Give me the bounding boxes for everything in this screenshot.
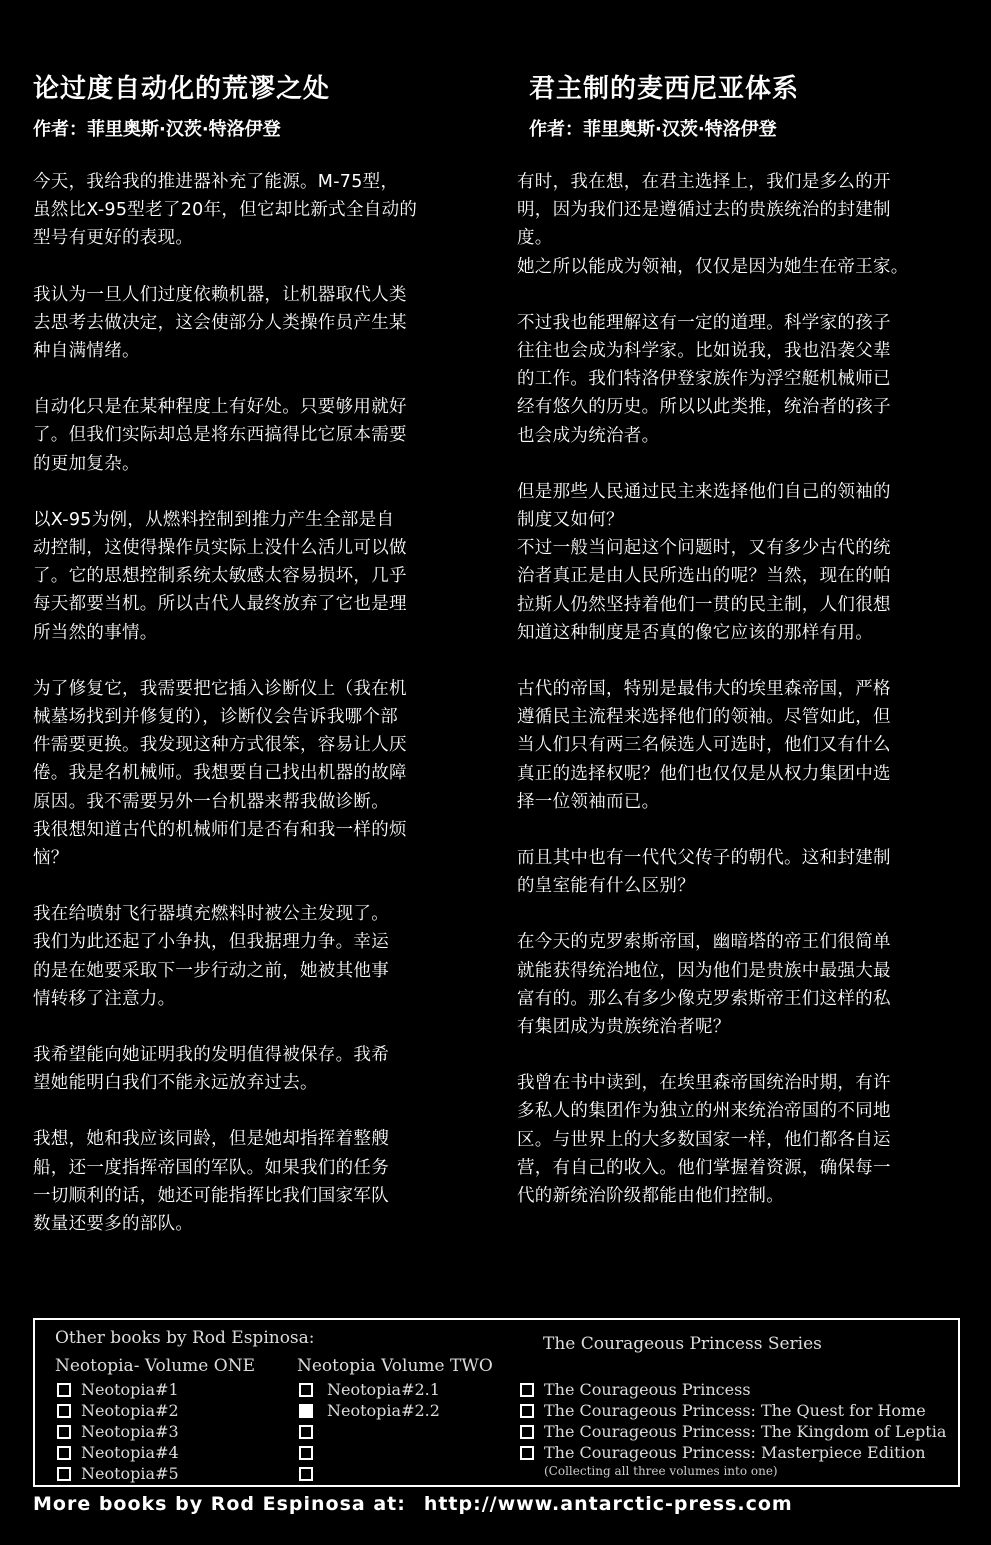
princess-series-list <box>520 1379 946 1479</box>
princess-series-title: The Courageous Princess Series <box>543 1334 822 1354</box>
footer <box>33 1493 963 1515</box>
list-item[interactable]: The Courageous Princess <box>520 1379 946 1400</box>
article-byline: 作者：菲里奥斯·汉茨·特洛伊登 <box>33 119 281 140</box>
checkbox-icon[interactable] <box>520 1404 534 1418</box>
paragraph: 今天，我给我的推进器补充了能源。M-75型， 虽然比X-95型老了20年，但它却比新式全自动的 型号有更好的表现。 <box>33 172 418 249</box>
list-item[interactable]: Neotopia#4 <box>57 1442 179 1463</box>
checkbox-icon[interactable] <box>57 1404 71 1418</box>
other-books-box <box>33 1318 960 1487</box>
list-item[interactable] <box>299 1463 440 1484</box>
paragraph: 我曾在书中读到，在埃里森帝国统治时期，有许 多私人的集团作为独立的州来统治帝国的不同地 区。与世界上的大多数国家一样，他们都各自运 营，有自己的收入。他们掌握着资源，确保每一 代的新统治阶级都能由他们控制。 <box>517 1073 891 1207</box>
checkbox-icon[interactable] <box>57 1446 71 1460</box>
paragraph: 以X-95为例，从燃料控制到推力产生全部是自 动控制，这使得操作员实际上没什么活儿可以做 了。它的思想控制系统太敏感太容易损坏，几乎 每天都要当机。所以古代人最终放弃了它也是理 所当然的事情。 <box>33 509 407 643</box>
checkbox-icon[interactable] <box>299 1383 313 1397</box>
article-body <box>33 168 417 1266</box>
article-body <box>517 168 909 1238</box>
paragraph: 为了修复它，我需要把它插入诊断仪上（我在机 械墓场找到并修复的），诊断仪会告诉我哪个部 件需要更换。我发现这种方式很笨，容易让人厌 倦。我是名机械师。我想要自己找出机器的故障 原因。我不需要另外一台机器来帮我做诊断。 我很想知道古代的机械师们是否有和我一样的烦 恼？ <box>33 678 407 869</box>
paragraph: 我希望能向她证明我的发明值得被保存。我希 望她能明白我们不能永远放弃过去。 <box>33 1045 389 1094</box>
list-item[interactable]: Neotopia#2 <box>57 1400 179 1421</box>
list-item[interactable]: Neotopia#3 <box>57 1421 179 1442</box>
checkbox-icon[interactable] <box>520 1383 534 1397</box>
checkbox-icon[interactable] <box>520 1425 534 1439</box>
volume-two-title: Neotopia Volume TWO <box>297 1356 493 1376</box>
checkbox-icon[interactable] <box>520 1446 534 1460</box>
checkbox-icon[interactable] <box>299 1425 313 1439</box>
list-item[interactable]: Neotopia#2.1 <box>299 1379 440 1400</box>
paragraph: 我想，她和我应该同龄，但是她却指挥着整艘 船，还一度指挥帝国的军队。如果我们的任务 一切顺利的话，她还可能指挥比我们国家军队 数量还要多的部队。 <box>33 1129 389 1235</box>
checkbox-filled-icon[interactable] <box>299 1404 313 1418</box>
list-item[interactable]: The Courageous Princess: Masterpiece Edition <box>520 1442 946 1463</box>
paragraph: 但是那些人民通过民主来选择他们自己的领袖的 制度又如何？ 不过一般当问起这个问题时，又有多少古代的统 治者真正是由人民所选出的呢？当然，现在的帕 拉斯人仍然坚持着他们一贯的民主制，人们很想 知道这种制度是否真的像它应该的那样有用。 <box>517 481 891 643</box>
checkbox-icon[interactable] <box>57 1383 71 1397</box>
list-item-note: (Collecting all three volumes into one) <box>544 1464 778 1478</box>
checkbox-icon[interactable] <box>299 1467 313 1481</box>
checkbox-icon[interactable] <box>299 1446 313 1460</box>
article-title: 君主制的麦西尼亚体系 <box>529 74 800 104</box>
paragraph: 古代的帝国，特别是最伟大的埃里森帝国，严格 遵循民主流程来选择他们的领袖。尽管如此，但 当人们只有两三名候选人可选时，他们又有什么 真正的选择权呢？他们也仅仅是从权力集团中选 择一位领袖而已。 <box>517 679 891 812</box>
paragraph: 而且其中也有一代代父传子的朝代。这和封建制 的皇室能有什么区别？ <box>517 848 891 897</box>
footer-label: More books by Rod Espinosa at: <box>33 1493 406 1515</box>
paragraph: 自动化只是在某种程度上有好处。只要够用就好 了。但我们实际却总是将东西搞得比它原本需要 的更加复杂。 <box>33 397 407 474</box>
list-item[interactable]: The Courageous Princess: The Quest for Home <box>520 1400 946 1421</box>
article-title: 论过度自动化的荒谬之处 <box>33 74 331 104</box>
article-byline: 作者：菲里奥斯·汉茨·特洛伊登 <box>529 119 777 140</box>
paragraph: 我在给喷射飞行器填充燃料时被公主发现了。 我们为此还起了小争执，但我据理力争。幸运 的是在她要采取下一步行动之前，她被其他事 情转移了注意力。 <box>33 904 389 1009</box>
paragraph: 在今天的克罗索斯帝国，幽暗塔的帝王们很简单 就能获得统治地位，因为他们是贵族中最强大最 富有的。那么有多少像克罗索斯帝王们这样的私 有集团成为贵族统治者呢？ <box>517 932 891 1038</box>
list-item[interactable]: Neotopia#1 <box>57 1379 179 1400</box>
website-link[interactable]: http://www.antarctic-press.com <box>423 1493 793 1515</box>
list-item[interactable]: Neotopia#2.2 <box>299 1400 440 1421</box>
list-item[interactable] <box>299 1421 440 1442</box>
list-item[interactable] <box>299 1442 440 1463</box>
paragraph: 有时，我在想，在君主选择上，我们是多么的开 明，因为我们还是遵循过去的贵族统治的封建制 度。 她之所以能成为领袖，仅仅是因为她生在帝王家。 <box>517 172 909 277</box>
volume-two-list <box>299 1379 440 1484</box>
volume-one-list <box>57 1379 179 1484</box>
books-heading: Other books by Rod Espinosa: <box>55 1328 315 1348</box>
checkbox-icon[interactable] <box>57 1467 71 1481</box>
paragraph: 不过我也能理解这有一定的道理。科学家的孩子 往往也会成为科学家。比如说我，我也沿袭父辈 的工作。我们特洛伊登家族作为浮空艇机械师已 经有悠久的历史。所以以此类推，统治者的孩子 也会成为统治者。 <box>517 312 891 446</box>
checkbox-icon[interactable] <box>57 1425 71 1439</box>
list-item[interactable]: Neotopia#5 <box>57 1463 179 1484</box>
volume-one-title: Neotopia- Volume ONE <box>55 1356 255 1376</box>
paragraph: 我认为一旦人们过度依赖机器，让机器取代人类 去思考去做决定，这会使部分人类操作员产生某 种自满情绪。 <box>33 284 407 362</box>
list-item[interactable]: The Courageous Princess: The Kingdom of Leptia <box>520 1421 946 1442</box>
